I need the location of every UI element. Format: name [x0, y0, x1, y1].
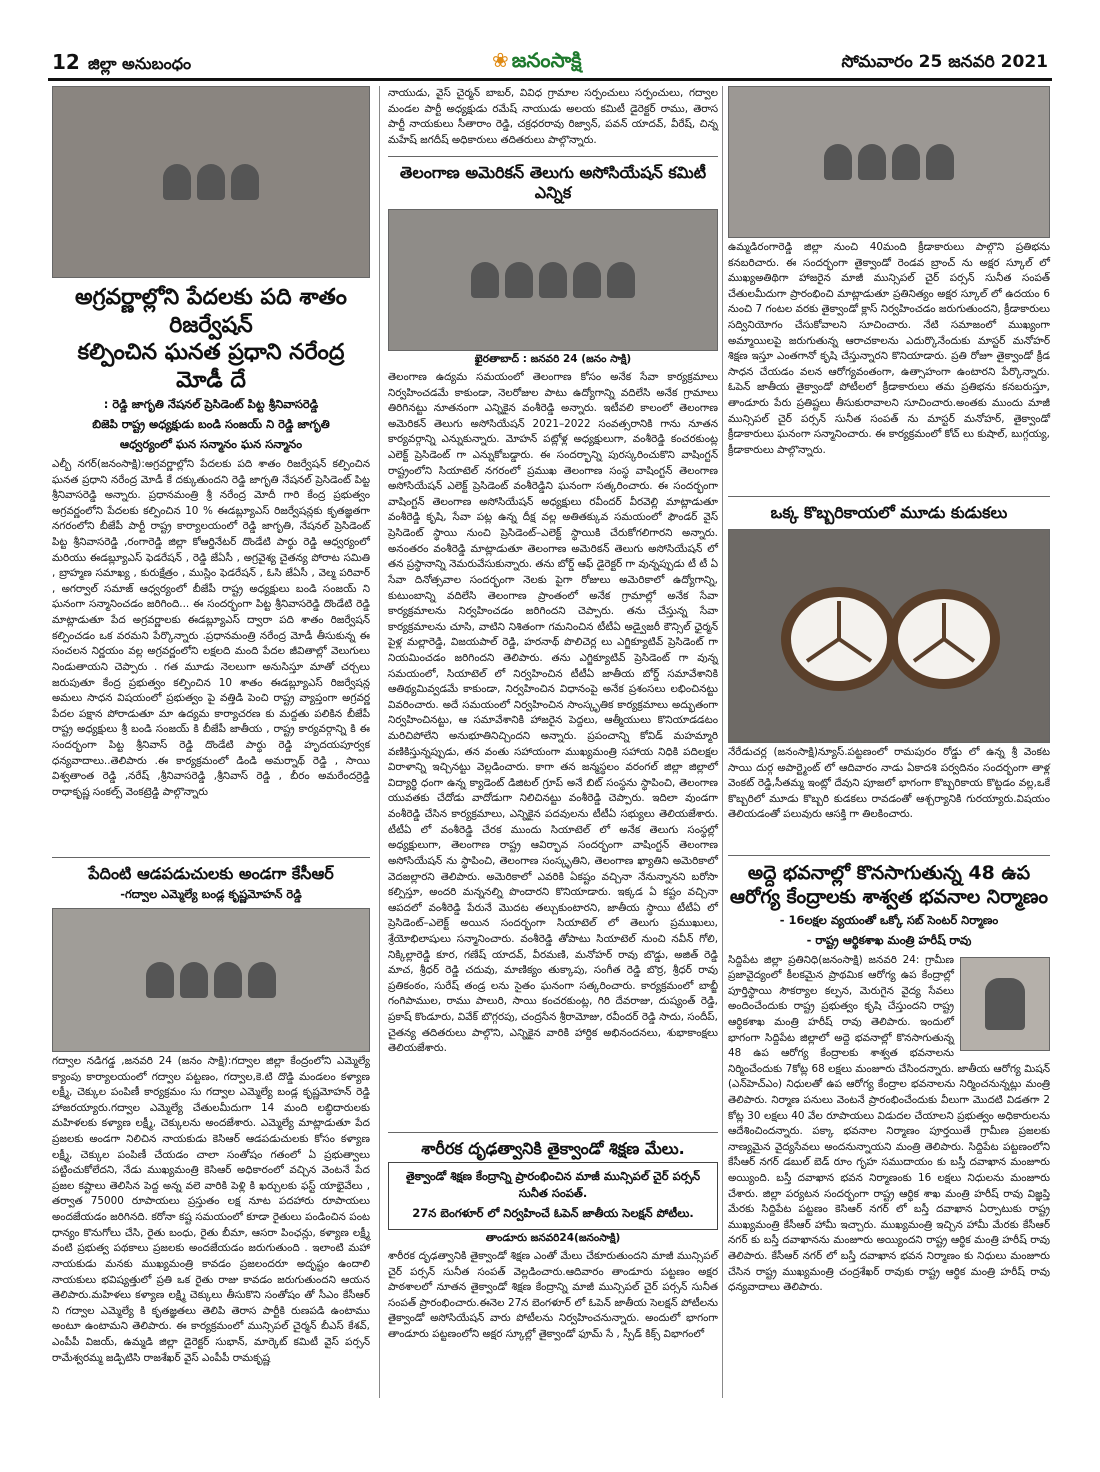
- story6-subhead-1: - 16లక్షల వ్యయంతో ఒక్కో సబ్ సెంటర్ నిర్మాణం: [779, 912, 999, 927]
- photo-felicitation: [52, 86, 370, 278]
- story2-headline: పేదింటి ఆడపడుచులకు అండగా కేసీఆర్: [88, 864, 334, 883]
- photo-people: [146, 962, 276, 998]
- photo-people: [471, 262, 635, 298]
- person-figure: [892, 144, 920, 180]
- person-figure: [985, 978, 1025, 1030]
- story1-headline-line1: అగ్రవర్ణాల్లోని పేదలకు పది శాతం రిజర్వేషన్: [75, 285, 347, 338]
- story4-subheads: [388, 1162, 718, 1230]
- story4-subhead-1: తైక్వాండో శిక్షణ కేంద్రాన్ని ప్రారంభించిన మాజీ మున్సిపల్ చైర్ పర్సన్ సునీత సంపత్.: [405, 1169, 701, 1200]
- story6-headline-line1: అద్దె భవనాల్లో కొనసాగుతున్న 48 ఉప: [747, 862, 1031, 884]
- masthead: [492, 48, 582, 77]
- photo-coconut: [728, 529, 1050, 743]
- story3-headline: తెలంగాణ అమెరికన్ తెలుగు అసోసియేషన్ కమిటీ ఎన్నిక: [399, 163, 707, 202]
- divider: [728, 496, 1050, 497]
- story4-body: శారీరక దృఢత్వానికి తైక్వాండో శిక్షణ ఎంతో మేలు చేకూరుతుందని మాజీ మున్సిపల్ చైర్ పర్సన్ సునీత సంపత్ వెల్లడించారు.ఆదివారం తాండూరు పట్టణం అక్షర పాఠశాలలో నూతన తైక్వాండో శిక్షణ కేంద్రాన్ని మాజీ మున్సిపల్ చైర్ పర్సన్ సునీత సంపత్ ప్రారంభించారు.ఈనెల 27న బెంగళూర్ లో ఓపెన్ జాతీయ సెలక్షన్ పోటీలను తైక్వాండో అసోసియేషన్ వారు పోటీలను నిర్వహించనున్నారు. అందులో భాగంగా తాండూరు పట్టణంలోని అక్షర స్కూల్లో తైక్వాండో ఫూమ్ సే , స్పీడ్ కిక్స్ విభాగంలో: [388, 1250, 718, 1341]
- story2-subhead: -గద్వాల ఎమ్మెల్యే బండ్ల కృష్ణమోహన్ రెడ్డి: [120, 887, 302, 901]
- photo-minister-portrait: [960, 957, 1050, 1051]
- story1-subhead-2: బిజెపి రాష్ట్ర అధ్యక్షుడు బండి సంజయ్ ని రెడ్డి జాగృతి: [92, 417, 330, 431]
- page-header: [48, 50, 1052, 81]
- story3-body: తెలంగాణ ఉద్యమ సమయంలో తెలంగాణ కోసం అనేక సేవా కార్యక్రమాలు నిర్వహించడమే కాకుండా, నెలరోజుల పాటు ఉద్యోగాన్ని వదిలేసి అనేక గ్రామాలు తిరిగినట్టు నూతనంగా ఎన్నికైన వంశీరెడ్డి అన్నారు. ఇటీవలి కాలంలో తెలంగాణ అమెరికన్ తెలుగు అసోసియేషన్ 2021–2022 సంవత్సరానికి గాను నూతన కార్యవర్గాన్ని ఎన్నుకున్నారు. మోహన్ పట్లోళ్ల అధ్యక్షులుగా, వంశీరెడ్డి కంచరకుంట్ల ఎలెక్ట్ ప్రెసిడెంట్ గా ఎన్నుకోబడ్డారు. ఈ సందర్భాన్ని పురస్కరించుకొని వాషింగ్టన్ రాష్ట్రంలోని సియాటెల్ నగరంలో ప్రముఖ తెలంగాణ సంస్థ వాషింగ్టన్ తెలంగాణ అసోసియేషన్ ఎలెక్ట్ ప్రెసిడెంట్ వంశీరెడ్డిని ఘనంగా సత్కరించారు. ఈ సందర్భంగా వాషింగ్టన్ తెలంగాణ అసోసియేషన్ అధ్యక్షులు రవీందర్ వీరవెల్లి మాట్లాడుతూ వంశీరెడ్డి కృషి, సేవా పట్ల ఉన్న దీక్ష వల్ల అతితక్కువ సమయంలో ఫౌండర్ వైస్ ప్రెసిడెంట్ స్థాయి నుంచి ప్రెసిడెంట్–ఎలెక్ట్ స్థాయికి చేరుకోగలిగారని అన్నారు. అనంతరం వంశీరెడ్డి మాట్లాడుతూ తెలంగాణ అమెరికన్ తెలుగు అసోసియేషన్ లో తన ప్రస్థానాన్ని నెమరువేసుకున్నారు. తను బోర్డ్ ఆఫ్ డైరెక్టర్ గా వున్నప్పుడు టీ టీ ఏ సేవా దినోత్సవాల సందర్భంగా నెలకు పైగా రోజులు అమెరికాలో ఉద్యోగాన్ని, కుటుంబాన్ని వదిలేసి తెలంగాణ ప్రాంతంలో అనేక గ్రామాల్లో అనేక సేవా కార్యక్రమాలను నిర్వహించడం జరిగిందని చెప్పారు. తను చేస్తున్న సేవా కార్యక్రమాలను చూసి, వాటిని నిశితంగా గమనించిన టీటీఏ అడ్వైజరీ కౌన్సిల్ ఛైర్మన్ పైళ్ల మల్లారెడ్డి, విజయపాల్ రెడ్డి, హరనాథ్ పొలిచెర్ల లు ఎగ్జిక్యూటివ్ ప్రెసిడెంట్ గా నియమించడం జరిగిందని తెలిపారు. తను ఎగ్జిక్యూటివ్ ప్రెసిడెంట్ గా వున్న సమయంలో, సియాటెల్ లో నిర్వహించిన టీటీఏ జాతీయ బోర్డ్ సమావేశానికి ఆతిథ్యమివ్వడమే కాకుండా, నిర్వహించిన విధానంపై అనేక ప్రశంసలు లభించినట్టు వివరించారు. అదే సమయంలో నిర్వహించిన సాంస్కృతిక కార్యక్రమాలు అద్భుతంగా నిర్వహించినట్టు, ఆ సమావేశానికి హాజరైన పెద్దలు, ఆత్మీయులు కొనియాడడటం మరిచిపోలేని అనుభూతినిచ్చిందని అన్నారు. ప్రపంచాన్ని కోవిడ్ మహమ్మారి వణికిస్తున్నప్పుడు, తన వంతు సహాయంగా ముఖ్యమంత్రి సహాయ నిధికి పదిలక్షల విరాళాన్ని ఇచ్చినట్టు వెల్లడించారు. కాగా తన జన్మస్థలం వరంగల్ జిల్లా జిల్లాలో విద్యార్థి ధంగా ఉన్న క్యాడెంట్ డిజిటల్ గ్రూప్ అనే బిట్ సంస్థను స్థాపించి, తెలంగాణ యువతకు చేదోడు వాదోడుగా నిలిచినట్టు వంశీరెడ్డి చెప్పారు. ఇదిలా వుండగా వంశీరెడ్డి చేసిన కార్యక్రమాలు, ఎన్నికైన పదవులను టీటీఏ సభ్యులు తెలియజేశారు. టీటీఏ లో వంశీరెడ్డి చేరక ముందు సియాటెల్ లో అనేక తెలుగు సంస్థల్లో అధ్యక్షులుగా, తెలంగాణ రాష్ట్ర ఆవిర్భావ సందర్భంగా వాషింగ్టన్ తెలంగాణ అసోసియేషన్ ను స్థాపించి, తెలంగాణ సంస్కృతిని, తెలంగాణ ఖ్యాతిని అమెరికాలో వెదజల్లారని తెలిపారు. అమెరికాలో ఎవరికి ఏకష్టం వచ్చినా నేనున్నానని బరోసా కల్పిస్తూ, అందరి మన్ననల్ని పొందారని కొనియాడారు. ఇక్కడ ఏ కష్టం వచ్చినా ఆపదలో వంశీరెడ్డి పేరునే మొదట తల్చుకుంటారని, జాతీయ స్థాయి టీటీఏ లో ప్రెసిడెంట్–ఎలెక్ట్ అయిన సందర్భంగా సియాటెల్ లో తెలుగు ప్రముఖులు, శ్రేయోభిలాషులు సన్మానించారు. వంశీరెడ్డి తోపాటు సియాటెల్ నుంచి నవీన్ గోలి, నిక్కిల్లారెడ్డి కూర, గణేష్ యాదవ్, వీరమణి, మనోహర్ రావు బొడ్డు, అజిత్ రెడ్డి మాచ, శ్రీధర్ రెడ్డి చదువు, మాణిక్యం తుక్కాపు, సంగీత రెడ్డి బొర్ర, శ్రీధర్ రావు ప్రతికంఠం, సురేష్ తండ్ర లను సైతం ఘనంగా సత్కరించారు. కార్యక్రమంలో బాబ్జీ గంగిపాముల, రాము పాలురి, సాయి కంచరకుంట్ల, గిరి దేవరాజు, దుష్యంత్ రెడ్డి, ప్రకాష్ కొండూరు, వివేక్ బొగ్గరపు, చంద్రసేన శ్రీరామోజు, రవీందర్ రెడ్డి సాదు, సందీప్, చైతన్య తదితరులు పాల్గొని, ఎన్నికైన వారికి హార్దిక అభినందనలు, శుభాకాంక్షలు తెలియజేశారు.: [388, 371, 718, 1055]
- story6-headline-line2: ఆరోగ్య కేంద్రాలకు శాశ్వత భవనాల నిర్మాణం: [729, 885, 1049, 908]
- story5-headline: ఒక్క కొబ్బరికాయలో మూడు కుడుకలు: [770, 503, 1008, 522]
- column-3: [728, 86, 1050, 1294]
- person-figure: [539, 262, 567, 298]
- story4-continued: ఉమ్మడిరంగారెడ్డి జిల్లా నుంచి 40మంది క్రీడాకారులు పాల్గొని ప్రతిభను కనబరిచారు. ఈ సందర్భంగా తైక్వాండో రెండవ బ్రాంచ్ ను అక్షర స్కూల్ లో ముఖ్యఅతిథిగా హాజరైన మాజీ మున్సిపల్ చైర్ పర్సన్ సునీత సంపత్ చేతులమీదుగా ప్రారంభించి మాట్లాడుతూ ప్రతినిత్యం అక్షర స్కూల్ లో ఉదయం 6 నుంచి 7 గంటల వరకు తైక్వాండో క్లాస్ నిర్వహించడం జరుగుతుందని, క్రీడాకారులు సద్వినియోగం చేసుకోవాలని సూచించారు. నేటి సమాజంలో ముఖ్యంగా అమ్మాయిలపై జరుగుతున్న ఆరాచకాలను ఎదుర్కొనేందుకు మాస్టర్ మనోహర్ శిక్షణ ఇస్తూ ఎంతగానో కృషి చేస్తున్నారని కొనియాడారు. ప్రతి రోజూ తైక్వాండో క్రీడ సాధన చేయడం వలన ఆరోగ్యవంతంగా, ఉత్సాహంగా ఉంటారని పేర్కొన్నారు. ఓపెన్ జాతీయ తైక్వాండో పోటీలలో క్రీడాకారులు తమ ప్రతిభను కనబరుస్తూ, తాండూరు పేరు ప్రతిష్టలు తీసుకురావాలని సూచించారు.అంతకు ముందు మాజీ మున్సిపల్ చైర్ పర్సన్ సునీత సంపత్ ను మాస్టర్ మనోహర్, తైక్వాండో క్రీడాకారులు ఘనంగా సన్మానించారు. ఈ కార్యక్రమంలో కోచ్ లు కుషాల్, బుగ్గయ్య, క్రీడాకారులు పాల్గొన్నారు.: [728, 241, 1050, 456]
- photo-cheque-distribution: [52, 908, 370, 1052]
- photo-taekwondo-opening: [728, 86, 1050, 238]
- person-figure: [573, 262, 601, 298]
- masthead-title: జనంసాక్షి: [511, 48, 582, 72]
- story6-subhead-2: - రాష్ట్ర ఆర్థికశాఖ మంత్రి హరీష్ రావు: [806, 932, 972, 947]
- person-figure: [505, 262, 533, 298]
- story1-body: ఎల్బీ నగర్(జనంసాక్షి):అగ్రవర్ణాల్లోని పేదలకు పది శాతం రిజర్వేషన్ కల్పించిన ఘనత ప్రధాని నరేంద్ర మోడీ కే దక్కుతుందని రెడ్డి జాగృతి నేషనల్ ప్రెసిడెంట్ పిట్ట శ్రీనివాసరెడ్డి అన్నారు. ప్రధానమంత్రి శ్రీ నరేంద్ర మోదీ గారి కేంద్ర ప్రభుత్వం అగ్రవర్ణంలోని పేదలకు కల్పించిన 10 % ఈడబ్ల్యూఎస్ రిజర్వేషన్లకు కృతజ్ఞతగా నగరంలోని బీజేపీ పార్టీ రాష్ట్ర కార్యాలయంలో రెడ్డి జాగృతి, నేషనల్ ప్రెసిడెంట్ పిట్ట శ్రీనివాసరెడ్డి ,రంగారెడ్డి జిల్లా కోఆర్డినేటర్ దొండేటి పార్థు రెడ్డి ఆధ్వర్యంలో మరియు ఈడబ్ల్యూఎస్ ఫెడరేషన్ , రెడ్డి జేఏసీ , అగ్రవైశ్య చైతన్య పోరాట సమితి , బ్రాహ్మణ సమాఖ్య , కురుక్షేత్రం , ముస్లిం ఫెడరేషన్ , ఓసి జేఏసీ , వెల్మ పరివార్ , అగర్వాల్ సమాజ్ ఆధ్వర్యంలో బీజేపీ రాష్ట్ర అధ్యక్షులు బండి సంజయ్ ని ఘనంగా సన్మానించడం జరిగింది... ఈ సందర్భంగా పిట్ట శ్రీనివాసరెడ్డి దొండేటి రెడ్డి మాట్లాడుతూ పేద అగ్రవర్ణాలకు ఈడబ్ల్యూఎస్ ద్వారా పది శాతం రిజర్వేషన్ కల్పించడం ఒక వరమని పేర్కొన్నారు .ప్రధానమంత్రి నరేంద్ర మోడీ తీసుకున్న ఈ సంచలన నిర్ణయం వల్ల అగ్రవర్ణంలోని లక్షలది మంది పేదల జీవితాల్లో వెలుగులు నిండుతాయని చెప్పారు . గత మూడు నెలలుగా అనుసిస్తూ మాతో చర్చలు జరుపుతూ కేంద్ర ప్రభుత్వం కల్పించిన 10 శాతం ఈడబ్ల్యూఎస్ రిజర్వేషన్ల అమలు సాధన విషయంలో ప్రభుత్వం పై వత్తిడి పెంచి రాష్ట్ర వ్యాప్తంగా అగ్రవర్ణ పేదల పక్షాన పోరాడుతూ మా ఉద్యమ కార్యాచరణ కు మద్దతు పలికిన బీజేపీ రాష్ట్ర అధ్యక్షులు శ్రీ బండి సంజయ్ కి బీజేపీ జాతీయ , రాష్ట్ర కార్యవర్గాన్ని కి ఈ సందర్భంగా పిట్ట శ్రీనివాస్ రెడ్డి దొండేటి పార్థు రెడ్డి హృదయపూర్వక ధన్యవాదాలు..తెలిపారు .ఈ కార్యక్రమంలో డిండి అమర్నాథ్ రెడ్డి , సాయి విశ్వతాంత రెడ్డి ,నరేష్ ,శ్రీనివాసరెడ్డి ,శ్రీనివాస్ రెడ్డి , బీరం అమరేందర్రెడ్డి రాధాకృష్ణ సంకల్ప్ వెంకట్రెడ్డి పాల్గొన్నారు: [52, 458, 370, 798]
- section-name: జిల్లా అనుబంధం: [88, 54, 192, 73]
- story1-subhead-3: ఆధ్వర్యంలో ఘన సన్మానం ఘన సన్మానం: [119, 437, 303, 451]
- person-figure: [231, 164, 259, 200]
- person-figure: [824, 144, 852, 180]
- person-figure: [858, 144, 886, 180]
- story5-body: నేరేడుచర్ల (జనంసాక్షి)న్యూస్.పట్టణంలో రామపురం రోడ్డు లో ఉన్న శ్రీ వెంకట సాయి దుర్గ అపార్ట్మెంట్ లో ఆదివారం నాడు ఏకాదశి పర్వదినం సందర్భంగా తాళ్ల వెంకట్ రెడ్డి,సీతమ్మ ఇంట్లో దేవుని పూజలో భాగంగా కొబ్బరికాయ కొట్టడం వల్ల,ఒకే కొబ్బరిలో మూడు కొబ్బరి కుడకలు రావడంతో ఆశ్చర్యానికి గురయ్యారు.విషయం తెలియడంతో పలువురు ఆసక్తి గా తిలకించారు.: [728, 746, 1050, 821]
- person-figure: [180, 962, 208, 998]
- coconut-illustration: [769, 561, 1009, 711]
- column-1: [52, 86, 370, 1472]
- divider: [52, 857, 370, 858]
- person-figure: [607, 262, 635, 298]
- page-number: 12: [52, 50, 80, 74]
- column-divider: [379, 86, 380, 1398]
- leaf-icon: ❀: [492, 48, 509, 72]
- person-figure: [146, 962, 174, 998]
- story2-body: గద్వాల నడిగడ్డ ,జనవరి 24 (జనం సాక్షి):గద్వాల జిల్లా కేంద్రంలోని ఎమ్మెల్యే క్యాంపు కార్యాలయంలో గద్వాల పట్టణం, గద్వాల,కె.టి దొడ్డి మండలం కళ్యాణ లక్ష్మీ, చెక్కుల పంపిణీ కార్యక్రమం సు గద్వాల ఎమ్మెల్యే బండ్ల కృష్ణమోహన్ రెడ్డి హాజరయ్యారు.గద్వాల ఎమ్మెల్యే చేతులమీదుగా 14 మంది లబ్ధిదారులకు మహిళలకు కళ్యాణ లక్ష్మీ, చెక్కులను అందజేశారు. ఎమ్మెల్యే మాట్లాడుతూ పేద ప్రజలకు అండగా నిలిచిన నాయకుడు కెసిఆర్ ఆడపడుచులకు కోసం కళ్యాణ లక్ష్మీ, చెక్కుల పంపిణీ చేయడం చాలా సంతోషం గతంలో ఏ ప్రభుత్వాలు పట్టించుకోలేదని, నేడు ముఖ్యమంత్రి కెసిఆర్ అధికారంలో వచ్చిన వెంటనే పేద ప్రజల కష్టాలు తెలిసిన పెద్ద అన్న వలె వారికి పెళ్లి కి ఖర్చులకు ఫస్ట్ యాభైవేలు , తర్వాత 75000 రూపాయలు ప్రస్తుతం లక్ష నూట పదహారు రూపాయలు అందజేయడం జరిగినది. కరోనా కష్ట సమయంలో కూడా రైతులు పండించిన పంట ధాన్యం కొనుగోలు చేసి, రైతు బంధు, రైతు బీమా, ఆసరా పింఛన్లు, కళ్యాణ లక్ష్మీ వంటి ప్రభుత్వ పథకాలు ప్రజలకు అందజేయడం జరుగుతుంది . ఇలాంటి మహా నాయకుడు మనకు ముఖ్యమంత్రి కావడం ప్రజలందరూ అదృష్టం ఉందాలి నాయకులు భవిష్యత్తులో ప్రతి ఒక రైతు రాజు కావడం జరుగుతుందని ఆయన తెలిపారు.మహిళలు కళ్యాణ లక్ష్మి చెక్కులు తీసుకొని సంతోషం తో సీఎం కేసీఆర్ ని గద్వాల ఎమ్మెల్యే కి కృతజ్ఞతలు తెలిపి తెరాస పార్టీకి రుణపడి ఉంటాము అంటూ ఉంటామని తెలిపారు. ఈ కార్యక్రమంలో మున్సిపల్ చైర్మన్ బీఎస్ కేశవ్, ఎంపీపీ విజయ్, ఉమ్మడి జిల్లా డైరెక్టర్ సుభాన్, మార్కెట్ కమిటీ వైస్ పర్సన్ రామేశ్వరమ్మ జడ్పిటిసి రాజశేఖర్ వైస్ ఎంపీపీ రామకృష్ణ: [52, 1055, 370, 1364]
- story1-headline-line2: కల్పించిన ఘనత ప్రధాని నరేంద్ర మోడీ దే: [77, 340, 345, 393]
- person-figure: [197, 164, 225, 200]
- story3-caption: ఖైరతాబాద్ : జనవరి 24 (జనం సాక్షి): [474, 353, 632, 365]
- person-figure: [248, 962, 276, 998]
- story4-dateline: తాండూరు జనవరి24(జనంసాక్షి): [485, 1232, 621, 1244]
- story1-headline: [52, 284, 370, 394]
- column-2: [388, 86, 718, 1359]
- person-figure: [214, 962, 242, 998]
- story4-subhead-2: 27న బెంగళూర్ లో నిర్వహించే ఓపెన్ జాతీయ సెలక్షన్ పోటీలు.: [412, 1206, 694, 1220]
- column-divider: [722, 86, 723, 1398]
- divider: [388, 1132, 718, 1133]
- story6-headline: [728, 862, 1050, 910]
- person-figure: [926, 144, 954, 180]
- divider: [728, 855, 1050, 856]
- photo-people: [163, 164, 259, 200]
- story2-continued: నాయుడు, వైస్ చైర్మన్ బాబర్, వివిధ గ్రామాల సర్పంచులు సర్పంచులు, గద్వాల మండల పార్టీ అధ్యక్షుడు రమేష్ నాయుడు అలయ కమిటీ డైరెక్టర్ రాము, తెరాస పార్టీ నాయకులు సీతారాం రెడ్డి, చక్రధరరావు రిజ్వాన్, పవన్ యాదవ్, వీరేష్, చిన్న మహేష్ జగదీష్ అధికారులు తదితరులు పాల్గొన్నారు.: [388, 87, 718, 146]
- photo-association-committee: [388, 209, 718, 351]
- story6-body: సిద్దిపేట జిల్లా ప్రతినిధి(జనంసాక్షి) జనవరి 24: గ్రామీణ ప్రజావైద్యంలో కీలకమైన ప్రాథమిక ఆరోగ్య ఉప కేంద్రాల్లో పూర్తిస్థాయి సౌకర్యాల కల్పన, మెరుగైన వైద్య సేవలు అందించేందుకు రాష్ట్ర ప్రభుత్వం కృషి చేస్తుందని రాష్ట్ర ఆర్థికశాఖ మంత్రి హరీష్ రావు తెలిపారు. ఇందులో భాగంగా సిద్దిపేట జిల్లాలో అద్దె భవనాల్లో కొనసాగుతున్న 48 ఉప ఆరోగ్య కేంద్రాలకు శాశ్వత భవనాలను నిర్మించేందుకు 7కోట్ల 68 లక్షలు మంజూరు చేసిందన్నారు. జాతీయ ఆరోగ్య మిషన్ (ఎన్‌హెచ్ఎం) నిధులతో ఉప ఆరోగ్య కేంద్రాల భవనాలను నిర్మించనున్నట్లు మంత్రి తెలిపారు. నిర్మాణ పనులు వెంటనే ప్రారంభించేందుకు వీలుగా మొదటి విడతగా 2 కోట్ల 30 లక్షలు 40 వేల రూపాయలు విడుదల చేయాలని ప్రభుత్వం అధికారులను ఆదేశించిందన్నారు. పక్కా భవనాల నిర్మాణం పూర్తయితే గ్రామీణ ప్రజలకు నాణ్యమైన వైద్యసేవలు అందనున్నాయని మంత్రి తెలిపారు. సిద్దిపేట పట్టణంలోని కేసీఆర్ నగర్ డబుల్ బెడ్ రూం గృహ సముదాయం కు బస్తీ దవాఖాన మంజూరు అయ్యింది. బస్తీ దవాఖాన భవన నిర్మాణంకు 16 లక్షలు నిధులను మంజూరు చేశారు. జిల్లా పర్యటన సందర్భంగా రాష్ట్ర ఆర్థిక శాఖ మంత్రి హరీష్ రావు విజ్ఞప్తి మేరకు సిద్దిపేట పట్టణం కెసిఆర్ నగర్ లో బస్తీ దవాఖాన ఏర్పాటుకు రాష్ట్ర ముఖ్యమంత్రి కేసీఆర్ హామీ ఇచ్చారు. ముఖ్యమంత్రి ఇచ్చిన హామీ మేరకు కేసీఆర్ నగర్ కు బస్తీ దవాఖానను మంజూరు అయ్యిందని రాష్ట్ర ఆర్థిక మంత్రి హరీష్ రావు తెలిపారు. కేసీఆర్ నగర్ లో బస్తీ దవాఖాన భవన నిర్మాణం కు నిధులు మంజూరు చేసిన రాష్ట్ర ముఖ్యమంత్రి చంద్రశేఖర్ రావుకు రాష్ట్ర ఆర్థిక మంత్రి హరీష్ రావు ధన్యవాదాలు తెలిపారు.: [728, 953, 1050, 1294]
- issue-date: సోమవారం 25 జనవరి 2021: [841, 52, 1048, 72]
- story4-headline: శారీరక దృఢత్వానికి తైక్వాండో శిక్షణ మేలు.: [421, 1139, 685, 1158]
- photo-people: [824, 144, 954, 180]
- person-figure: [471, 262, 499, 298]
- person-figure: [163, 164, 191, 200]
- story1-subhead-1: : రెడ్డి జాగృతి నేషనల్ ప్రెసిడెంట్ పిట్ట శ్రీనివాసరెడ్డి: [103, 397, 319, 411]
- divider: [388, 156, 718, 157]
